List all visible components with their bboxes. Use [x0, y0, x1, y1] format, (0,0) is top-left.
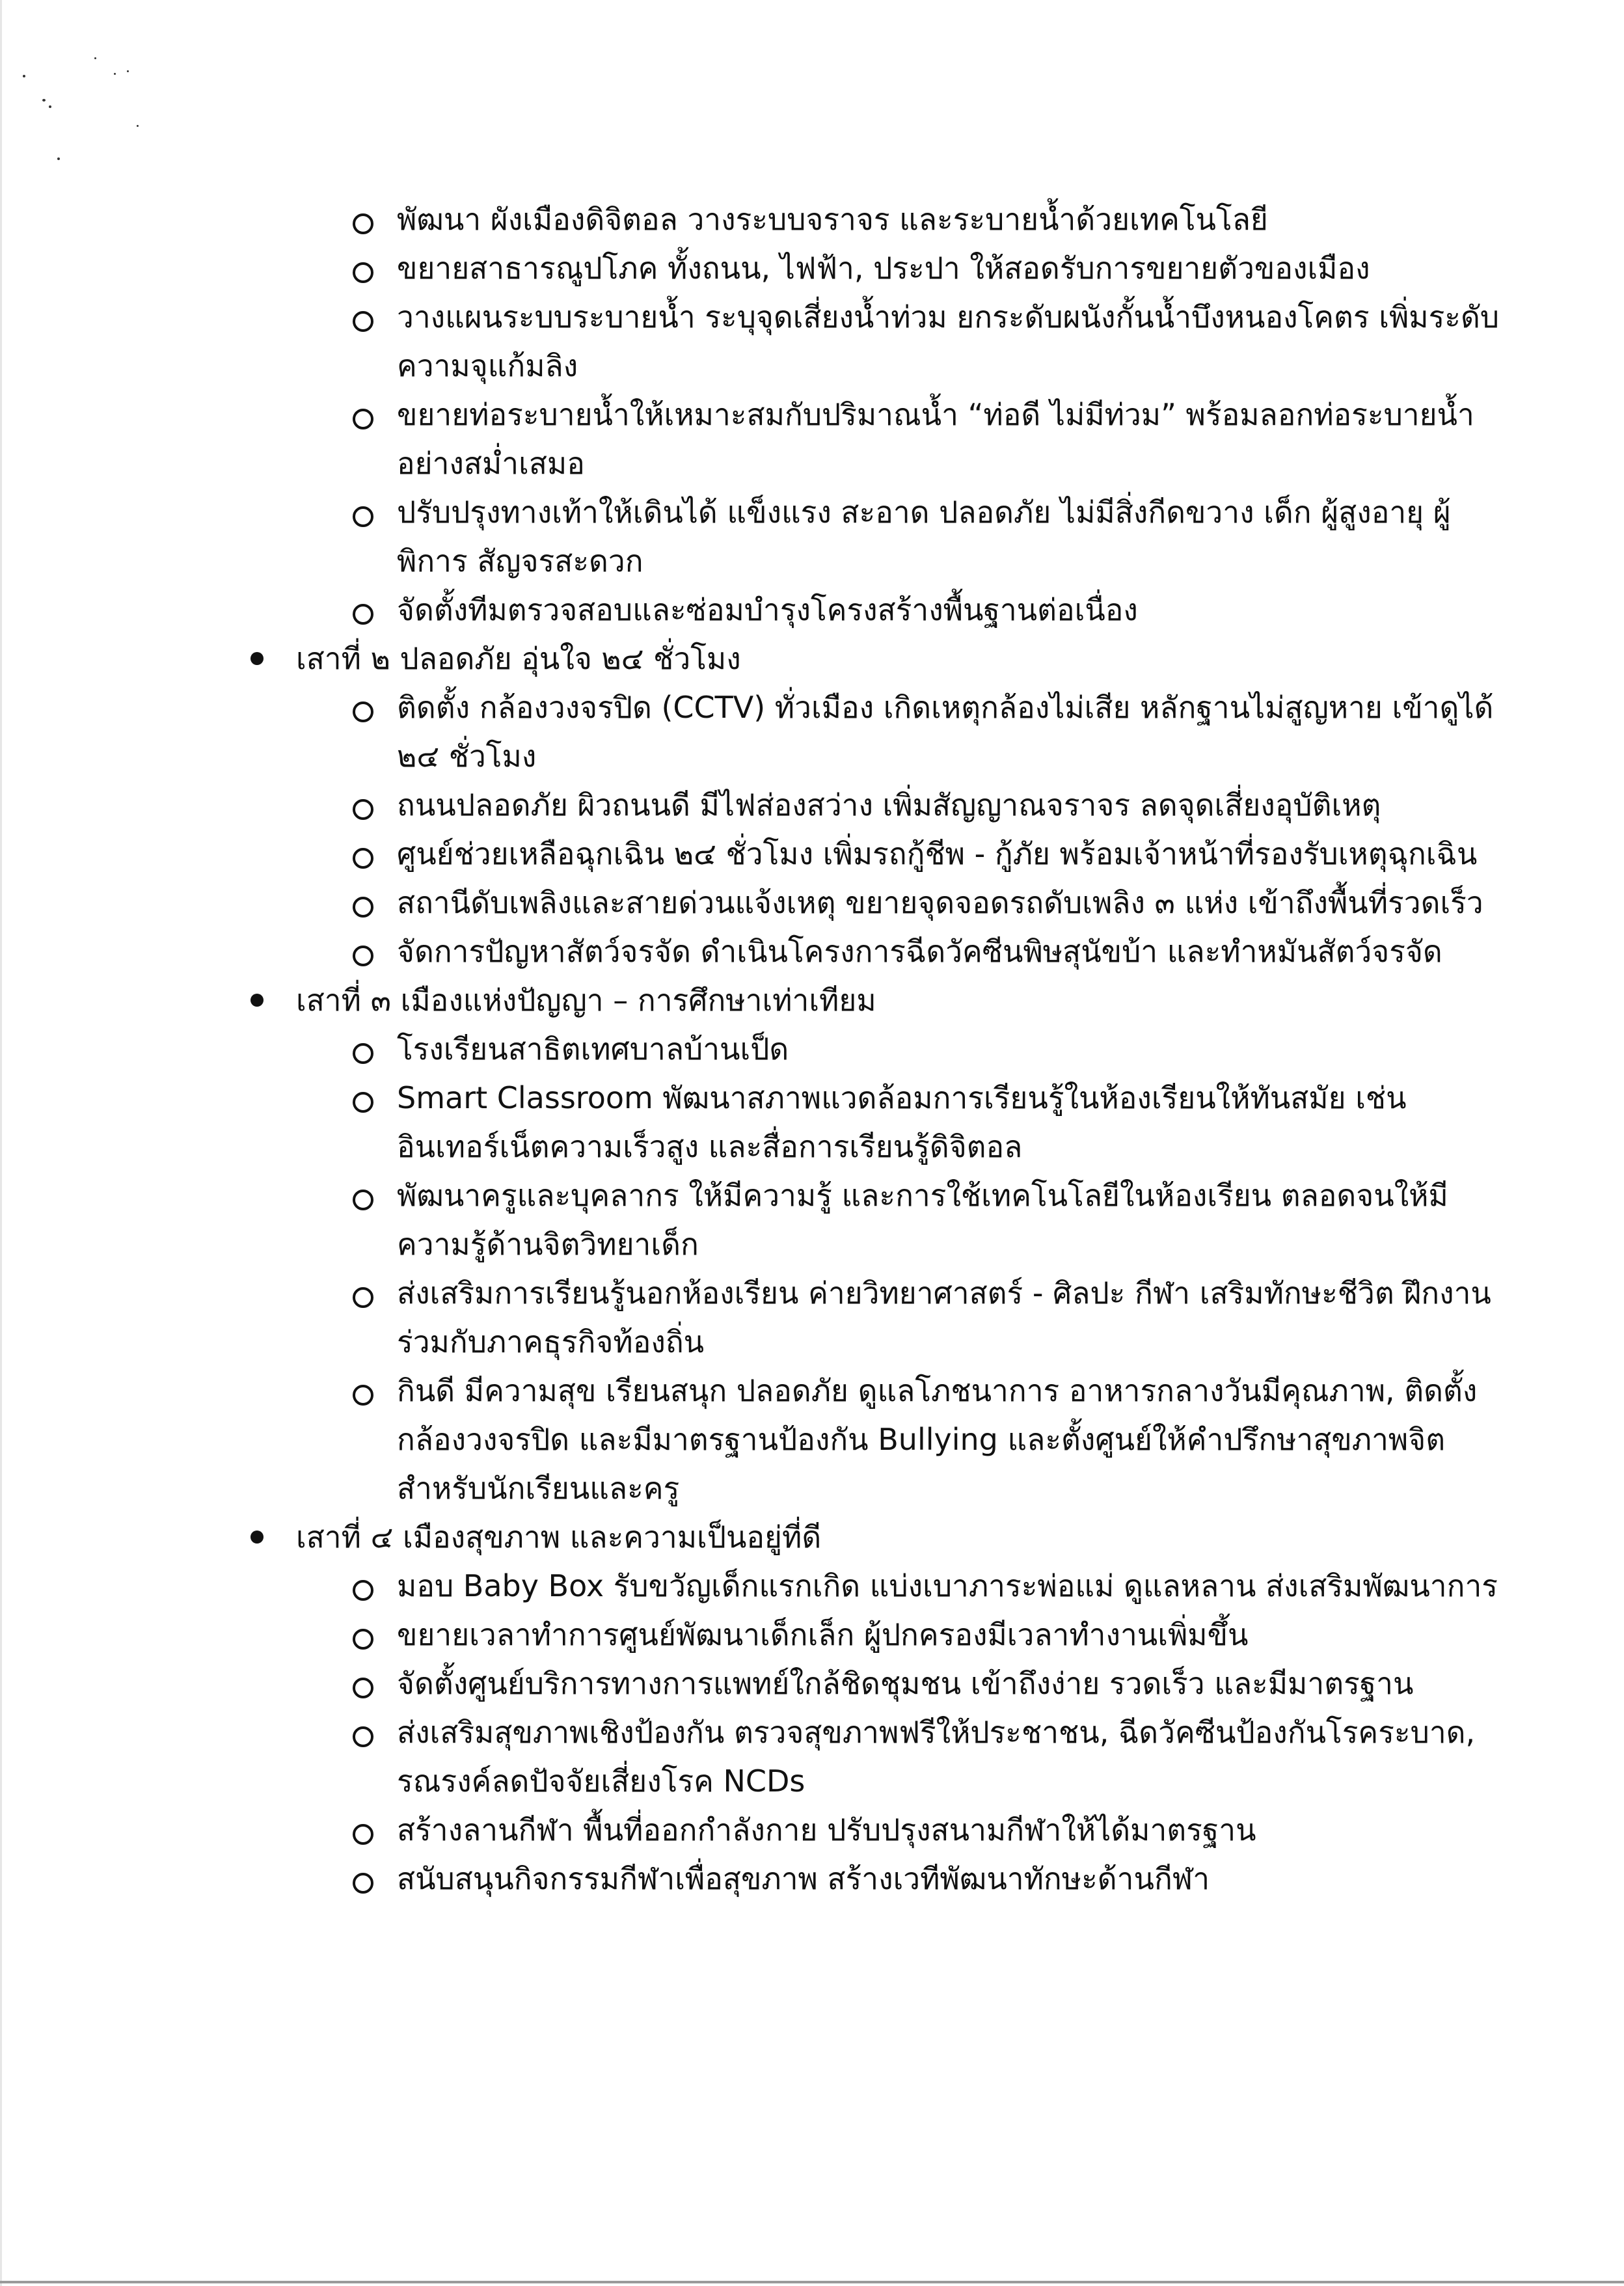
- scan-speck: [57, 157, 60, 160]
- hollow-circle-bullet-icon: [353, 946, 373, 966]
- list-item-text: สร้างลานกีฬา พื้นที่ออกกำลังกาย ปรับปรุงสนามกีฬาให้ได้มาตรฐาน: [397, 1812, 1256, 1847]
- hollow-circle-bullet-icon: [353, 701, 373, 722]
- hollow-circle-bullet-icon: [353, 1190, 373, 1210]
- pillar-heading: [296, 634, 1415, 683]
- hollow-circle-bullet-icon: [353, 1873, 373, 1894]
- list-item-text: ขยายสาธารณูปโภค ทั้งถนน, ไฟฟ้า, ประปา ให้สอดรับการขยายตัวของเมือง: [397, 251, 1370, 286]
- list-item: [397, 830, 1516, 878]
- list-item: [397, 1025, 1516, 1074]
- list-item: [397, 1074, 1516, 1171]
- pillar-heading-text: เสาที่ ๒ ปลอดภัย อุ่นใจ ๒๔ ชั่วโมง: [296, 641, 741, 676]
- filled-bullet-icon: [250, 1531, 264, 1544]
- hollow-circle-bullet-icon: [353, 1043, 373, 1064]
- document-body: [0, 195, 1624, 1903]
- list-item-text: สถานีดับเพลิงและสายด่วนแจ้งเหตุ ขยายจุดจอดรถดับเพลิง ๓ แห่ง เข้าถึงพื้นที่รวดเร็ว: [397, 885, 1483, 920]
- hollow-circle-bullet-icon: [353, 1580, 373, 1601]
- list-item: [397, 293, 1516, 390]
- list-item-text: ปรับปรุงทางเท้าให้เดินได้ แข็งแรง สะอาด ปลอดภัย ไม่มีสิ่งกีดขวาง เด็ก ผู้สูงอายุ ผู้พิการ สัญจรสะดวก: [397, 495, 1451, 578]
- scan-speck: [23, 75, 25, 77]
- list-item: [397, 1611, 1516, 1659]
- list-item-text: Smart Classroom พัฒนาสภาพแวดล้อมการเรียนรู้ในห้องเรียนให้ทันสมัย เช่น อินเทอร์เน็ตความเร็วสูง และสื่อการเรียนรู้ดิจิตอล: [397, 1080, 1407, 1164]
- list-item: [397, 878, 1516, 927]
- list-item-text: ขยายเวลาทำการศูนย์พัฒนาเด็กเล็ก ผู้ปกครองมีเวลาทำงานเพิ่มขึ้น: [397, 1617, 1249, 1652]
- hollow-circle-bullet-icon: [353, 311, 373, 332]
- list-item-text: ถนนปลอดภัย ผิวถนนดี มีไฟส่องสว่าง เพิ่มสัญญาณจราจร ลดจุดเสี่ยงอุบัติเหตุ: [397, 787, 1381, 823]
- pillar-heading: [296, 1513, 1415, 1562]
- hollow-circle-bullet-icon: [353, 262, 373, 283]
- list-item: [397, 781, 1516, 830]
- filled-bullet-icon: [250, 994, 264, 1007]
- hollow-circle-bullet-icon: [353, 1385, 373, 1406]
- list-item-text: สนับสนุนกิจกรรมกีฬาเพื่อสุขภาพ สร้างเวทีพัฒนาทักษะด้านกีฬา: [397, 1861, 1210, 1896]
- list-item: [397, 1269, 1516, 1367]
- list-item: [397, 1659, 1516, 1708]
- list-item-text: มอบ Baby Box รับขวัญเด็กแรกเกิด แบ่งเบาภาระพ่อแม่ ดูแลหลาน ส่งเสริมพัฒนาการ: [397, 1568, 1498, 1603]
- hollow-circle-bullet-icon: [353, 848, 373, 869]
- list-item: [397, 244, 1516, 293]
- list-item-text: ติดตั้ง กล้องวงจรปิด (CCTV) ทั่วเมือง เกิดเหตุกล้องไม่เสีย หลักฐานไม่สูญหาย เข้าดูได้ ๒๔ ชั่วโมง: [397, 690, 1494, 774]
- list-item-text: จัดการปัญหาสัตว์จรจัด ดำเนินโครงการฉีดวัคซีนพิษสุนัขบ้า และทำหมันสัตว์จรจัด: [397, 934, 1442, 969]
- scan-speck: [127, 70, 129, 72]
- scan-speck: [49, 105, 51, 108]
- pillar-heading-text: เสาที่ ๔ เมืองสุขภาพ และความเป็นอยู่ที่ดี: [296, 1519, 822, 1555]
- list-item: [397, 683, 1516, 781]
- list-item-text: พัฒนาครูและบุคลากร ให้มีความรู้ และการใช้เทคโนโลยีในห้องเรียน ตลอดจนให้มีความรู้ด้านจิตวิทยาเด็ก: [397, 1178, 1448, 1262]
- section-pillar-2: [0, 634, 1624, 976]
- list-item: [397, 195, 1516, 244]
- list-item: [397, 1708, 1516, 1806]
- list-item-text: ส่งเสริมการเรียนรู้นอกห้องเรียน ค่ายวิทยาศาสตร์ - ศิลปะ กีฬา เสริมทักษะชีวิต ฝึกงานร่วมกับภาคธุรกิจท้องถิ่น: [397, 1275, 1491, 1359]
- list-item-text: ศูนย์ช่วยเหลือฉุกเฉิน ๒๔ ชั่วโมง เพิ่มรถกู้ชีพ - กู้ภัย พร้อมเจ้าหน้าที่รองรับเหตุฉุกเฉิน: [397, 836, 1478, 871]
- section-pillar-3: [0, 976, 1624, 1513]
- list-item: [397, 1562, 1516, 1611]
- scan-speck: [114, 73, 116, 75]
- filled-bullet-icon: [250, 652, 264, 665]
- hollow-circle-bullet-icon: [353, 1824, 373, 1845]
- list-item-text: โรงเรียนสาธิตเทศบาลบ้านเป็ด: [397, 1031, 789, 1067]
- hollow-circle-bullet-icon: [353, 1287, 373, 1308]
- list-item: [397, 1367, 1516, 1513]
- scan-speck: [42, 99, 46, 102]
- pillar-heading-text: เสาที่ ๓ เมืองแห่งปัญญา – การศึกษาเท่าเทียม: [296, 983, 876, 1018]
- hollow-circle-bullet-icon: [353, 799, 373, 820]
- list-item: [397, 1806, 1516, 1855]
- list-item: [397, 586, 1516, 634]
- hollow-circle-bullet-icon: [353, 1092, 373, 1113]
- scan-bottom-edge: [0, 2281, 1624, 2283]
- list-item-text: ขยายท่อระบายน้ำให้เหมาะสมกับปริมาณน้ำ “ท่อดี ไม่มีท่วม” พร้อมลอกท่อระบายน้ำอย่างสม่ำเสมอ: [397, 397, 1474, 481]
- list-item-text: กินดี มีความสุข เรียนสนุก ปลอดภัย ดูแลโภชนาการ อาหารกลางวันมีคุณภาพ, ติดตั้งกล้องวงจรปิด และมีมาตรฐานป้องกัน Bullying และตั้งศูนย์ให้คำปรึกษาสุขภาพจิตสำหรับนักเรียนและครู: [397, 1373, 1478, 1506]
- hollow-circle-bullet-icon: [353, 604, 373, 625]
- list-item: [397, 488, 1516, 586]
- section-pillar-4: [0, 1513, 1624, 1903]
- section-infrastructure: [0, 195, 1624, 634]
- list-item-text: จัดตั้งศูนย์บริการทางการแพทย์ใกล้ชิดชุมชน เข้าถึงง่าย รวดเร็ว และมีมาตรฐาน: [397, 1666, 1414, 1701]
- list-item: [397, 927, 1516, 976]
- hollow-circle-bullet-icon: [353, 1678, 373, 1698]
- hollow-circle-bullet-icon: [353, 506, 373, 527]
- list-item-text: พัฒนา ผังเมืองดิจิตอล วางระบบจราจร และระบายน้ำด้วยเทคโนโลยี: [397, 202, 1268, 237]
- scan-speck: [94, 57, 96, 59]
- list-item-text: วางแผนระบบระบายน้ำ ระบุจุดเสี่ยงน้ำท่วม ยกระดับผนังกั้นน้ำบึงหนองโคตร เพิ่มระดับความจุแก้มลิง: [397, 299, 1500, 383]
- hollow-circle-bullet-icon: [353, 1726, 373, 1747]
- scan-speck: [137, 125, 139, 127]
- list-item-text: ส่งเสริมสุขภาพเชิงป้องกัน ตรวจสุขภาพฟรีให้ประชาชน, ฉีดวัคซีนป้องกันโรคระบาด, รณรงค์ลดปัจจัยเสี่ยงโรค NCDs: [397, 1715, 1476, 1799]
- hollow-circle-bullet-icon: [353, 213, 373, 234]
- list-item: [397, 390, 1516, 488]
- list-item: [397, 1855, 1516, 1903]
- hollow-circle-bullet-icon: [353, 1629, 373, 1650]
- list-item: [397, 1171, 1516, 1269]
- pillar-heading: [296, 976, 1415, 1025]
- hollow-circle-bullet-icon: [353, 897, 373, 918]
- list-item-text: จัดตั้งทีมตรวจสอบและซ่อมบำรุงโครงสร้างพื้นฐานต่อเนื่อง: [397, 592, 1138, 627]
- hollow-circle-bullet-icon: [353, 409, 373, 429]
